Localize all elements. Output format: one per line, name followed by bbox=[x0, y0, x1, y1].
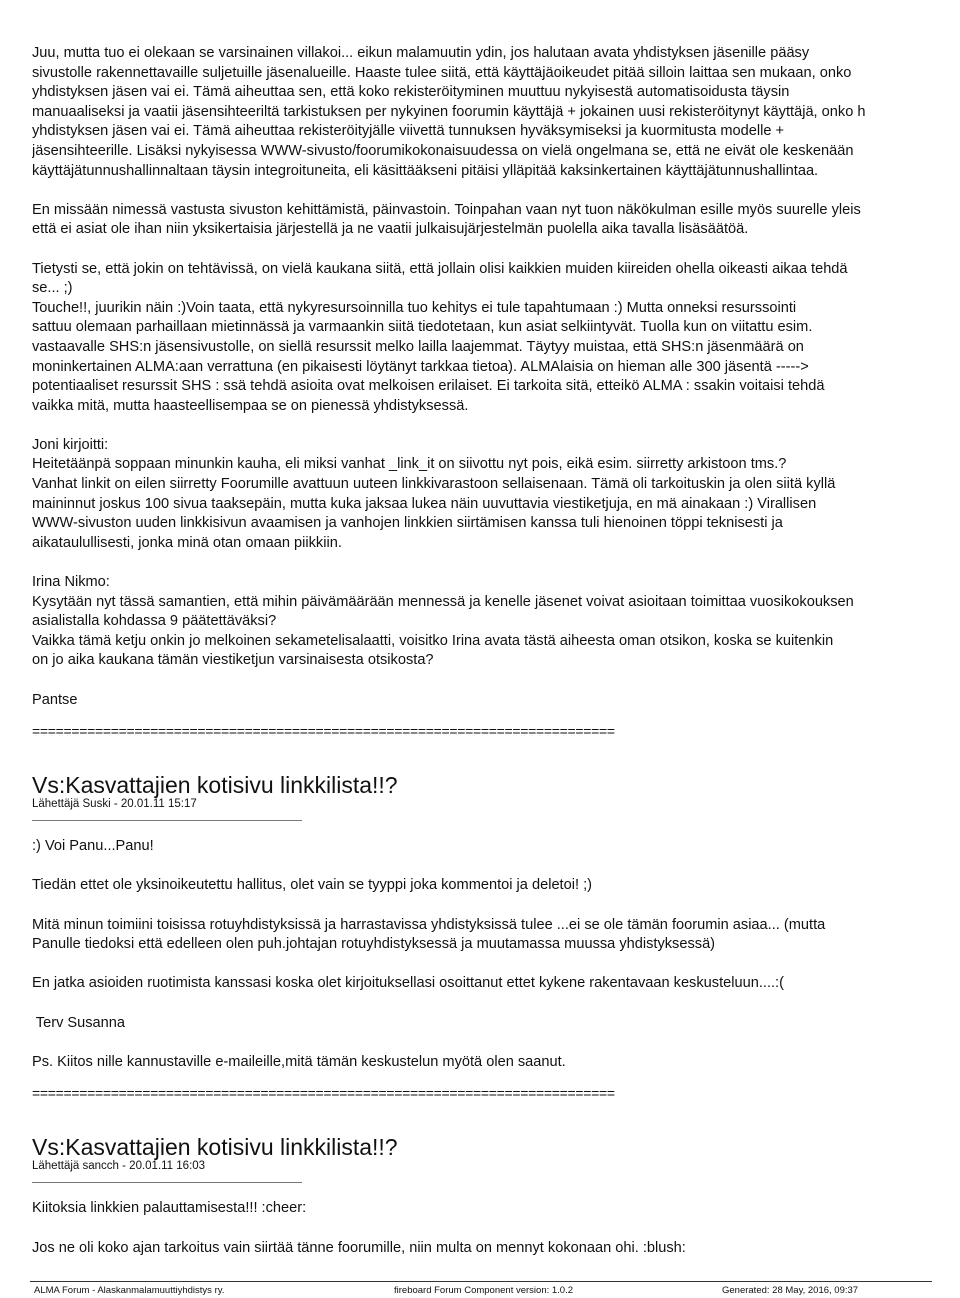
text-line: Heitetäänpä soppaan minunkin kauha, eli miksi vanhat _link_it on siivottu nyt pois, eikä esim. siirretty arkistoon tms.? bbox=[32, 456, 787, 473]
text-line: Mitä minun toimiini toisissa rotuyhdistyksissä ja harrastavissa yhdistyksissä tulee ...ei se ole tämän foorumin asiaa... (mutta bbox=[32, 916, 826, 933]
text-line: yhdistyksen jäsen vai ei. Tämä aiheuttaa sen, että koko rekisteröityminen muuttuu nykyisestä automatisoidusta täysin bbox=[32, 84, 790, 101]
text-line: aikataulullisesti, jonka minä otan omaan piikkiin. bbox=[32, 534, 342, 551]
text-line: moninkertainen ALMA:aan verrattuna (en pikaisesti löytänyt tarkkaa tietoa). ALMAlaisia on hieman alle 300 jäsentä -----> bbox=[32, 358, 809, 375]
signature bbox=[32, 691, 960, 711]
text-line: maininnut joskus 100 sivua taaksepäin, mutta kuka jaksaa lukea näin uuvuttavia viestiketjuja, en mä ainakaan :) Virallisen bbox=[32, 495, 817, 512]
text-line: Tietysti se, että jokin on tehtävissä, on vielä kaukana siitä, että jollain olisi kaikkien muiden kiireiden ohella oikeasti aikaa tehdä bbox=[32, 260, 848, 277]
text-line: Vaikka tämä ketju onkin jo melkoinen sekametelisalaatti, voisitko Irina avata tästä aiheesta oman otsikon, koska se kuitenkin bbox=[32, 632, 834, 649]
post-body-paragraph bbox=[32, 916, 960, 955]
text-line: se... ;) bbox=[32, 280, 73, 297]
post-body-paragraph bbox=[32, 837, 960, 857]
text-line: Terv Susanna bbox=[32, 1014, 126, 1031]
text-line: Ps. Kiitos nille kannustaville e-maileille,mitä tämän keskustelun myötä olen saanut. bbox=[32, 1053, 566, 1070]
text-line: Jos ne oli koko ajan tarkoitus vain siirtää tänne foorumille, niin multa on mennyt kokonaan ohi. :blush: bbox=[32, 1239, 686, 1256]
post-sancch bbox=[32, 1134, 960, 1258]
text-line: sivustolle rakennettavaille suljetuille jäsenalueille. Haaste tulee siitä, että käyttäjäoikeudet pitää silloin laittaa sen mukaan, onko bbox=[32, 64, 852, 81]
footer-site-name: ALMA Forum - Alaskanmalamuuttiyhdistys ry. bbox=[34, 1285, 225, 1296]
quote-joni bbox=[32, 436, 960, 554]
text-line: Panulle tiedoksi että edelleen olen puh.johtajan rotuyhdistyksessä ja muutamassa muussa yhdistyksessä) bbox=[32, 936, 716, 953]
post-body-paragraph bbox=[32, 260, 960, 417]
post-meta: Lähettäjä Suski - 20.01.11 15:17 bbox=[32, 798, 197, 811]
page-footer bbox=[30, 1281, 932, 1298]
post-body-paragraph bbox=[32, 1053, 960, 1073]
post-body-paragraph bbox=[32, 974, 960, 994]
text-line: Kiitoksia linkkien palauttamisesta!!! :cheer: bbox=[32, 1200, 307, 1217]
text-line: En jatka asioiden ruotimista kanssasi koska olet kirjoituksellasi osoittanut ettet kykene rakentavaan keskusteluun....:( bbox=[32, 975, 784, 992]
post-title: Vs:Kasvattajien kotisivu linkkilista!!? bbox=[32, 772, 398, 799]
text-line: vaikka mitä, mutta haasteellisempaa se on pienessä yhdistyksessä. bbox=[32, 397, 469, 414]
footer-generated-date: Generated: 28 May, 2016, 09:37 bbox=[722, 1285, 859, 1296]
text-line: yhdistyksen jäsen vai ei. Tämä aiheuttaa rekisteröityjälle viivettä tunnuksen hyväksymiseksi ja kuormitusta modelle + bbox=[32, 123, 785, 140]
quote-author: Joni kirjoitti: bbox=[32, 436, 109, 453]
text-line: asialistalla kohdassa 9 päätettäväksi? bbox=[32, 613, 277, 630]
post-body-intro bbox=[32, 44, 960, 181]
quote-irina bbox=[32, 573, 960, 671]
post-suski bbox=[32, 772, 960, 1072]
text-line: En missään nimessä vastusta sivuston kehittämistä, päinvastoin. Toinpahan vaan nyt tuon näkökulman esille myös suurelle yleis bbox=[32, 201, 861, 218]
text-line: jäsensihteerille. Lisäksi nykyisessa WWW-sivusto/foorumikokonaisuudessa on vielä ongelmana se, että ne eivät ole keskenään bbox=[32, 142, 854, 159]
text-line: Tiedän ettet ole yksinoikeutettu hallitus, olet vain se tyyppi joka kommentoi ja deletoi! ;) bbox=[32, 877, 592, 894]
text-line: :) Voi Panu...Panu! bbox=[32, 838, 154, 855]
text-line: manuaaliseksi ja vaatii jäsensihteeriltä tarkistuksen per nykyinen foorumin käyttäjä + jokainen uusi rekisteröitynyt käyttäjä, onko h bbox=[32, 103, 866, 120]
text-line: Kysytään nyt tässä samantien, että mihin päivämäärään mennessä ja kenelle jäsenet voivat asioitaan toimittaa vuosikokouksen bbox=[32, 593, 854, 610]
post-separator: ========================================================================== bbox=[32, 723, 615, 740]
text-line: sattuu olemaan parhaillaan mietinnässä ja varmaankin siitä tiedotetaan, kun asiat selkiintyvät. Tuolla kun on viitattu esim. bbox=[32, 319, 813, 336]
post-body-paragraph bbox=[32, 876, 960, 896]
post-separator: ========================================================================== bbox=[32, 1085, 615, 1102]
post-body-paragraph bbox=[32, 1199, 960, 1219]
text-line: Juu, mutta tuo ei olekaan se varsinainen villakoi... eikun malamuutin ydin, jos halutaan avata yhdistyksen jäsenille pääsy bbox=[32, 45, 810, 61]
post-title: Vs:Kasvattajien kotisivu linkkilista!!? bbox=[32, 1134, 398, 1161]
text-line: on jo aika kaukana tämän viestiketjun varsinaisesta otsikosta? bbox=[32, 652, 434, 669]
footer-component-version: fireboard Forum Component version: 1.0.2 bbox=[394, 1285, 574, 1296]
text-line: potentiaaliset resurssit SHS : ssä tehdä asioita ovat melkoisen erilaiset. Ei tarkoita sitä, etteikö ALMA : ssakin voitaisi tehdä bbox=[32, 378, 825, 395]
text-line: käyttäjätunnushallinnaltaan täysin integroituneita, eli käsittääkseni pitäisi ylläpitää kaksinkertainen käyttäjätunnushallintaa. bbox=[32, 162, 819, 179]
post-body-paragraph bbox=[32, 201, 960, 240]
post-body-paragraph bbox=[32, 1239, 960, 1259]
post-signature bbox=[32, 1014, 960, 1034]
text-line: että ei asiat ole ihan niin yksikertaisia järjestellä ja ne vaatii julkaisujärjestelmän puolella aika tavalla lisäsäätöä. bbox=[32, 221, 749, 238]
quote-author: Irina Nikmo: bbox=[32, 574, 110, 591]
post-meta: Lähettäjä sancch - 20.01.11 16:03 bbox=[32, 1160, 206, 1173]
text-line: WWW-sivuston uuden linkkisivun avaamisen ja vanhojen linkkien siirtämisen kanssa tuli hienoinen töppi teknisesti ja bbox=[32, 515, 783, 532]
text-line: Vanhat linkit on eilen siirretty Foorumille avattuun uuteen linkkivarastoon sellaisenaan. Tämä oli tarkoituskin ja olen siitä kyllä bbox=[32, 476, 836, 493]
text-line: Touche!!, juurikin näin :)Voin taata, että nykyresursoinnilla tuo kehitys ei tule tapahtumaan :) Mutta onneksi resurssointi bbox=[32, 299, 797, 316]
forum-thread bbox=[32, 44, 960, 1258]
text-line: vastaavalle SHS:n jäsensivustolle, on siellä resurssit melko lailla laajemmat. Täytyy muistaa, että SHS:n jäsenmäärä on bbox=[32, 338, 804, 355]
signature-text: Pantse bbox=[32, 691, 78, 708]
